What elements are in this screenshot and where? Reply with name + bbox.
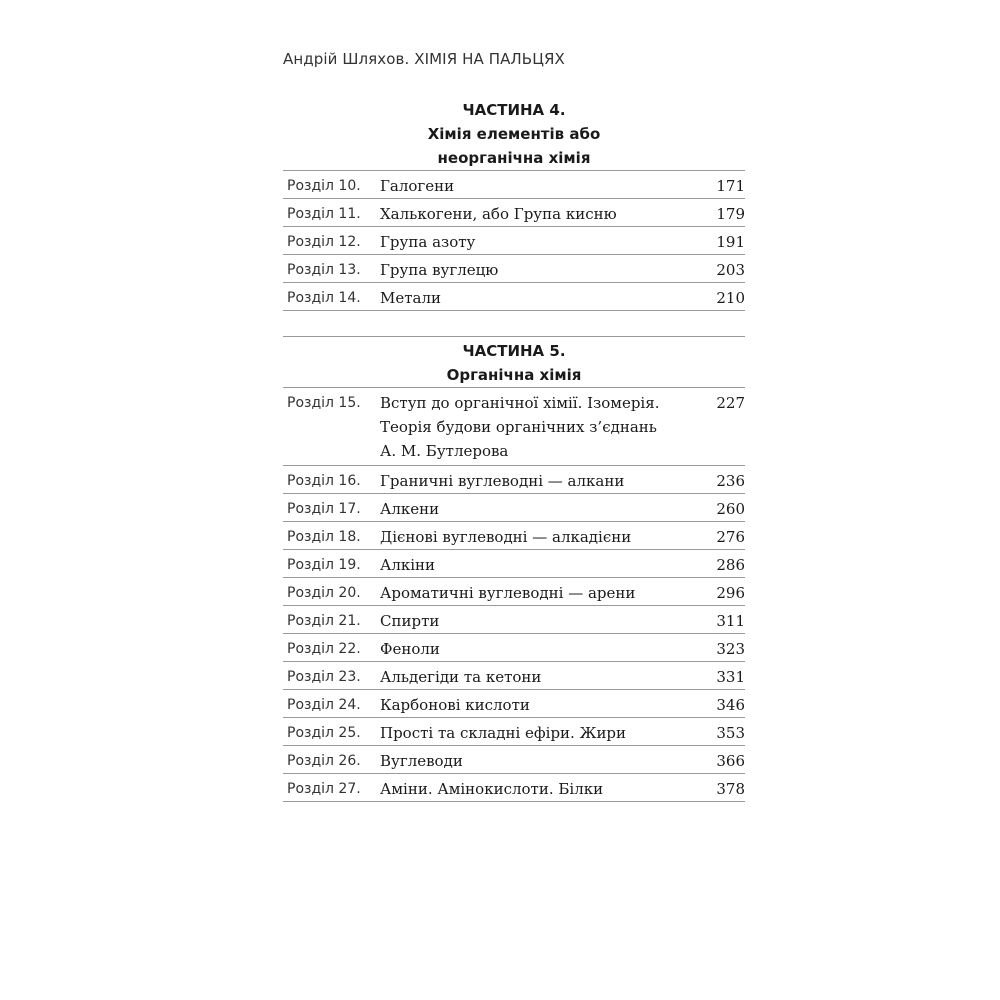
chapter-number: Розділ 12. <box>287 234 361 250</box>
chapter-number: Розділ 16. <box>287 473 361 489</box>
part-number: ЧАСТИНА 5. <box>462 342 566 360</box>
chapter-title: Прості та складні ефіри. Жири <box>380 724 627 742</box>
chapter-title-line: А. М. Бутлерова <box>380 442 509 460</box>
toc-part-4 <box>283 98 745 311</box>
chapter-title: Халькогени, або Група кисню <box>380 205 617 223</box>
chapter-row[interactable] <box>283 550 745 578</box>
chapter-title <box>380 388 685 463</box>
chapter-number: Розділ 13. <box>287 262 361 278</box>
chapter-page: 210 <box>716 289 745 307</box>
chapter-number: Розділ 19. <box>287 557 361 573</box>
chapter-page: 311 <box>716 612 745 630</box>
chapter-row[interactable] <box>283 746 745 774</box>
chapter-row[interactable] <box>283 466 745 494</box>
part-title-line-1: Органічна хімія <box>446 366 582 384</box>
chapter-row[interactable] <box>283 199 745 227</box>
chapter-row[interactable] <box>283 690 745 718</box>
chapter-number: Розділ 17. <box>287 501 361 517</box>
chapter-number: Розділ 26. <box>287 753 361 769</box>
chapter-title: Спирти <box>380 612 440 630</box>
chapter-title: Граничні вуглеводні — алкани <box>380 472 625 490</box>
part-number: ЧАСТИНА 4. <box>462 101 566 119</box>
chapter-row[interactable] <box>283 774 745 802</box>
chapter-row[interactable] <box>283 494 745 522</box>
chapter-number: Розділ 25. <box>287 725 361 741</box>
chapter-title: Ароматичні вуглеводні — арени <box>380 584 636 602</box>
part-heading <box>283 98 745 170</box>
chapter-page: 296 <box>716 584 745 602</box>
chapter-row[interactable] <box>283 283 745 311</box>
chapter-row[interactable] <box>283 718 745 746</box>
chapter-row[interactable] <box>283 634 745 662</box>
chapter-title: Алкени <box>380 500 440 518</box>
chapter-number: Розділ 20. <box>287 585 361 601</box>
chapter-number: Розділ 27. <box>287 781 361 797</box>
chapter-page: 276 <box>716 528 745 546</box>
chapter-page: 260 <box>716 500 745 518</box>
chapter-title: Феноли <box>380 640 440 658</box>
chapter-list <box>283 387 745 802</box>
chapter-row[interactable] <box>283 522 745 550</box>
chapter-title: Альдегіди та кетони <box>380 668 542 686</box>
chapter-number: Розділ 21. <box>287 613 361 629</box>
chapter-number: Розділ 14. <box>287 290 361 306</box>
chapter-page: 171 <box>716 177 745 195</box>
chapter-page: 191 <box>716 233 745 251</box>
toc-part-5 <box>283 336 745 802</box>
chapter-page: 227 <box>716 394 745 412</box>
chapter-page: 179 <box>716 205 745 223</box>
chapter-row[interactable] <box>283 578 745 606</box>
chapter-row[interactable] <box>283 227 745 255</box>
chapter-title-line: Вступ до органічної хімії. Ізомерія. <box>380 394 660 412</box>
chapter-page: 366 <box>716 752 745 770</box>
part-title-line-2: неорганічна хімія <box>437 149 591 167</box>
chapter-title: Метали <box>380 289 442 307</box>
chapter-number: Розділ 23. <box>287 669 361 685</box>
chapter-title-line: Теорія будови органічних з’єднань <box>380 418 657 436</box>
chapter-title: Галогени <box>380 177 455 195</box>
chapter-page: 353 <box>716 724 745 742</box>
running-head: Андрій Шляхов. ХІМІЯ НА ПАЛЬЦЯХ <box>283 50 565 68</box>
chapter-page: 203 <box>716 261 745 279</box>
chapter-row[interactable] <box>283 606 745 634</box>
part-title-line-1: Хімія елементів або <box>427 125 601 143</box>
chapter-title: Алкіни <box>380 556 436 574</box>
chapter-number: Розділ 22. <box>287 641 361 657</box>
chapter-title: Дієнові вуглеводні — алкадієни <box>380 528 632 546</box>
chapter-number: Розділ 18. <box>287 529 361 545</box>
chapter-row[interactable] <box>283 662 745 690</box>
chapter-page: 323 <box>716 640 745 658</box>
chapter-page: 236 <box>716 472 745 490</box>
chapter-title: Вуглеводи <box>380 752 463 770</box>
chapter-number: Розділ 10. <box>287 178 361 194</box>
chapter-page: 286 <box>716 556 745 574</box>
chapter-row[interactable] <box>283 255 745 283</box>
chapter-row[interactable] <box>283 388 745 466</box>
chapter-title: Група вуглецю <box>380 261 499 279</box>
chapter-number: Розділ 11. <box>287 206 361 222</box>
chapter-title: Аміни. Амінокислоти. Білки <box>380 780 604 798</box>
part-heading <box>283 336 745 387</box>
chapter-title: Карбонові кислоти <box>380 696 530 714</box>
chapter-page: 378 <box>716 780 745 798</box>
chapter-number: Розділ 15. <box>287 395 361 411</box>
chapter-page: 331 <box>716 668 745 686</box>
chapter-title: Група азоту <box>380 233 476 251</box>
chapter-number: Розділ 24. <box>287 697 361 713</box>
chapter-page: 346 <box>716 696 745 714</box>
chapter-row[interactable] <box>283 171 745 199</box>
chapter-list <box>283 170 745 311</box>
